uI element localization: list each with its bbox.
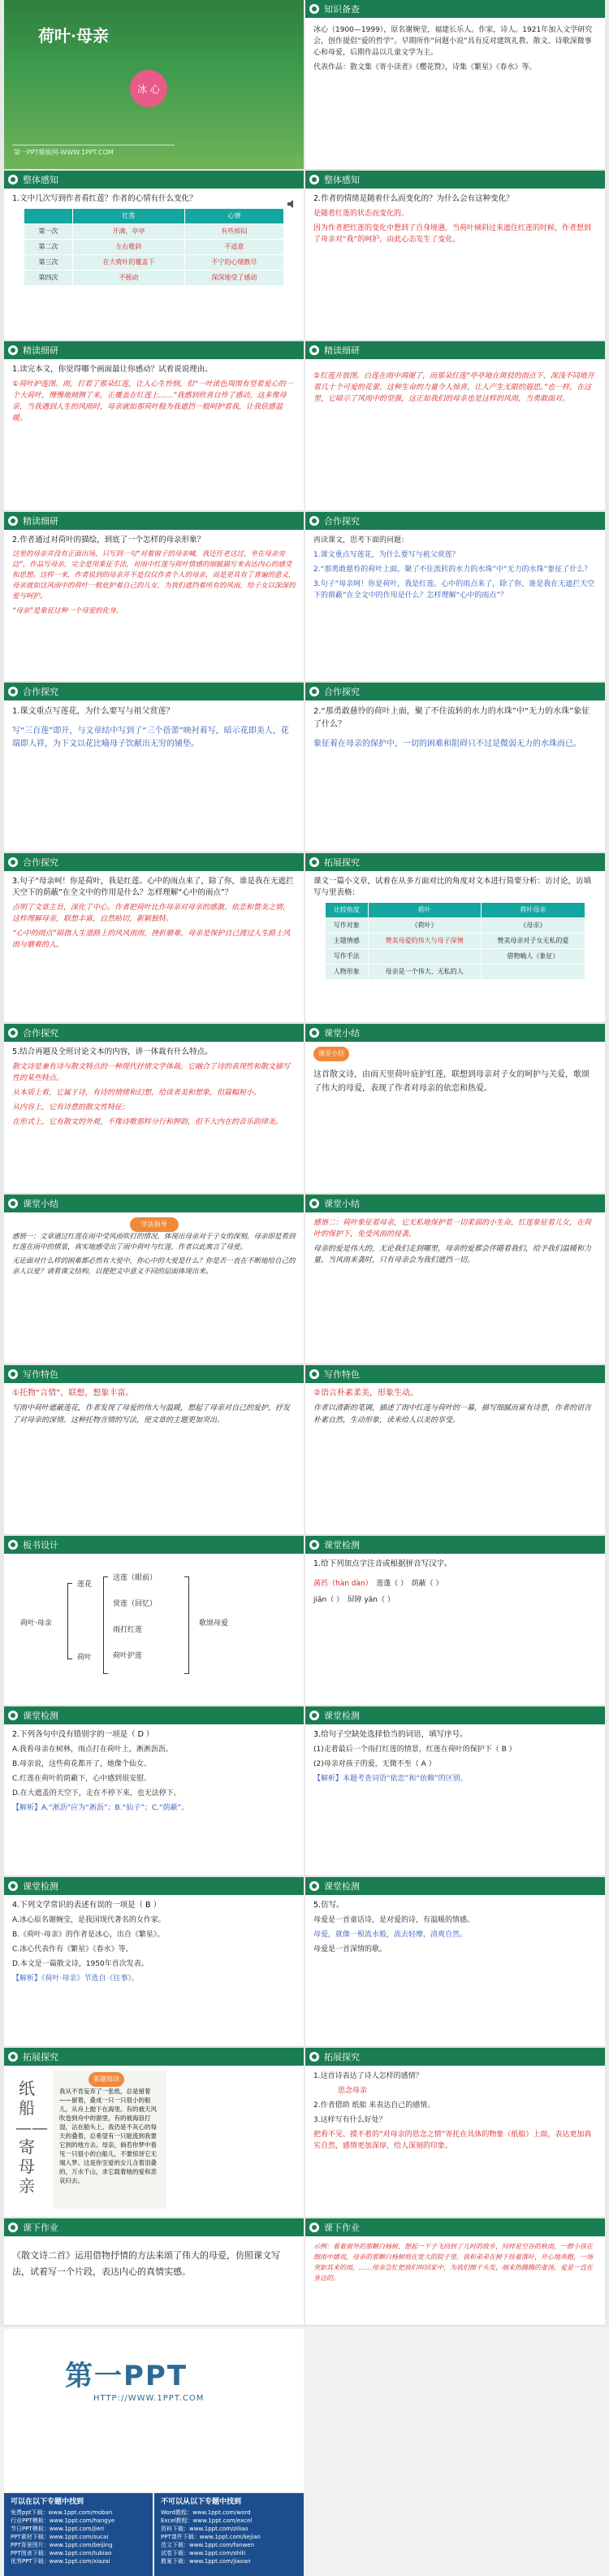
insight-1: 感悟二：荷叶象征着母亲，它无私地保护着一切柔弱的小生命，红莲象征着儿女，在荷叶的保护下，免受风雨的侵袭。 — [313, 1219, 592, 1238]
question: 课文一篇小文章，试着在从多方面对比的角度对文本进行简要分析：访讨论，访填写与里表格： — [313, 877, 592, 897]
question-2: 2.“那勇敢慈怜的荷叶上面，聚了不住流转的水力的水珠”中“无力的水珠”象征了什么？ — [313, 566, 592, 574]
question-1: 1.这首诗表达了诗人怎样的感情？ — [313, 2072, 423, 2080]
answer: ①荷叶护莲图。雨，打着了那朵红莲，让人心生怜悯，但“一叶浓色周围有坚着爱心的一个大荷叶，慢慢地倾侧了来，正覆盖在红莲上……”我感到欣喜自怜了感动，这多像母亲，当我遇到人生的风雨时，母亲就如那荷叶般为我遮挡一般呵护着我，让我倍感温暖。 — [12, 380, 293, 423]
comparison-table — [325, 902, 585, 980]
header-label: 拓展探究 — [324, 857, 360, 868]
leaf-icon — [309, 1027, 320, 1039]
slide-summary-2 — [4, 1195, 304, 1364]
slide-knowledge — [305, 0, 605, 170]
answer-1: 思念母亲 — [338, 2087, 368, 2095]
option: B.《荷叶·母亲》的作者是冰心，出自《繁星》。 — [12, 1931, 165, 1939]
question: 2.作者的情绪是随着什么而变化的？为什么会有这种变化？ — [313, 194, 514, 203]
answer: 母爱，就像一根流水般，流去轻摩，清爽自然。 — [313, 1931, 468, 1939]
table-row — [24, 271, 283, 286]
table-header: 红莲 — [73, 209, 185, 224]
question-1: 1.课文重点写莲花，为什么要写与祖父赏莲？ — [313, 551, 460, 559]
site-url[interactable]: HTTP://WWW.1PPT.COM — [93, 2394, 205, 2403]
feature-text: 作者以清新的笔调，描述了雨中红莲与荷叶的一幕，描写细腻而富有诗意，作者的语言朴素自然，生动形象，读来给人以美的享受。 — [313, 1404, 592, 1425]
site-logo: 第一PPT — [65, 2360, 188, 2392]
link[interactable]: 优秀PPT下载：www.1ppt.com/xiazai — [11, 2558, 110, 2565]
word-1: 菡萏（hàn dàn） — [313, 1580, 369, 1588]
answer: 这里的母亲并没有正面出场，只写到一句“对着窗子的母亲喊，我还任老这过，坐在母亲旁边”，作品写母亲，完全是用象征手法，对雨中红莲与荷叶情感的细腻描写来表达内心的感受和思想。这样一来，作者说到的母亲并不是仅仅作者个人的母亲，而是更具有了普遍的意义，母亲就如这风雨中的荷叶一般庇护着自己的儿女，为我们遮挡着所有的风雨，给子女以深深的爱与呵护。 — [12, 550, 296, 601]
table-cell: 借物喻人（象征） — [481, 949, 585, 965]
answer-2: “心中的雨点”暗指人生道路上的风风雨雨，挫折磨难，母亲是保护自己渡过人生路上风雨与磨难的人。 — [12, 930, 291, 949]
link[interactable]: Excel教程：www.1ppt.com/excel — [161, 2517, 253, 2524]
mood-table — [24, 208, 284, 286]
option: A.我看母亲在树林，雨点打在荷叶上，淅淅沥沥。 — [12, 1746, 173, 1754]
slide-homework-2 — [305, 2218, 605, 2326]
header-label: 拓展探究 — [23, 2052, 58, 2062]
answer-3: 把看不见、摸不着的“对母亲的思念之情”寄托在具体的物象（纸船）上面，表达更加真实自然，感情更加深厚，给人深刻的印象。 — [313, 2131, 592, 2150]
panel-title: 不可以从以下专题中找到 — [161, 2498, 242, 2506]
leaf-icon — [309, 3, 320, 15]
header-label: 课堂检测 — [324, 1711, 360, 1721]
works-label: 代表作品： — [313, 63, 351, 72]
brace — [103, 1576, 108, 1674]
answer: 写“三百莲”即开，与文章结中写到了“三个蓓蕾”映衬着写，暗示花即美人，花瑞即人祥，为下文以花比喻母子饮献出无穷的铺垫。 — [12, 726, 289, 748]
slide-header — [4, 1706, 304, 1724]
table-cell: 第三次 — [24, 255, 72, 271]
insight-2: 母亲的爱是伟大的，无论我们走到哪里，母亲的爱都会伴随着我们，给予我们温暖和力量。当风雨来袭时，只有母亲会为我们遮挡一切。 — [313, 1245, 592, 1264]
slide-close-read-1 — [4, 341, 304, 511]
slide-header — [4, 1195, 304, 1212]
point-1: 散文诗是兼有诗与散文特点的一种现代抒情文学体裁。它融合了诗的表现性和散文描写性的某些特点。 — [12, 1063, 291, 1082]
slide-header — [4, 512, 304, 530]
leaf-icon — [309, 1198, 320, 1209]
table-cell: 开满、亭亭 — [73, 224, 185, 240]
question-3: 3.句子“母亲呵！你是荷叶，我是红莲。心中的雨点来了，除了你，谁是我在无遮拦天空下的荫蔽”在全文中的作用是什么？怎样理解“心中的雨点”？ — [313, 580, 595, 600]
table-row — [325, 949, 585, 965]
slide-writing-1 — [4, 1365, 304, 1535]
slide-header — [305, 512, 605, 530]
slide-extension-table — [305, 853, 605, 1023]
header-label: 精读细研 — [324, 345, 360, 356]
option: D.本文是一篇散文诗，1950年首次发表。 — [12, 1960, 149, 1968]
link[interactable]: PPT课件下载：www.1ppt.com/kejian — [161, 2534, 261, 2540]
slide-test-4 — [4, 1877, 304, 2047]
question: 2.作者通过对荷叶的描绘，到底了一个怎样的母亲形象？ — [12, 536, 205, 544]
question: 5.结合再题及全班讨论文本的内容，讲一体裁有什么特点。 — [12, 1047, 213, 1056]
slide-header — [4, 2048, 304, 2066]
question: 3.句子“母亲呵！你是荷叶，我是红莲。心中的雨点来了，除了你，谁是我在无遮拦天空下的荫蔽”在全文中的作用是什么？怎样理解“心中的雨点”？ — [12, 877, 294, 897]
point-3: 从内容上，它有诗意的散文性特征； — [12, 1104, 130, 1112]
header-label: 课堂检测 — [23, 1711, 58, 1721]
leaf-icon — [7, 1710, 19, 1721]
question: 1.课文重点写莲花，为什么要写与祖父赏莲？ — [12, 707, 175, 716]
link-panel-1 — [4, 2493, 153, 2576]
slide-header — [305, 171, 605, 189]
table-cell: 赞美母爱的伟大与母子深情 — [368, 934, 481, 949]
leaf-icon — [309, 515, 320, 527]
header-label: 整体感知 — [23, 175, 58, 185]
leaf-icon — [309, 856, 320, 868]
header-label: 课堂小结 — [324, 1199, 360, 1209]
leaf-icon — [309, 1368, 320, 1380]
header-label: 精读细研 — [23, 345, 58, 356]
slide-header — [305, 1024, 605, 1042]
question: 1.给下列加点字注音或根据拼音写汉字。 — [313, 1559, 452, 1568]
board-item: 雨打红莲 — [113, 1626, 143, 1634]
insight-1: 感悟一：文章通过红莲在雨中受风雨吹打的情况，体现出母亲对于子女的深刻，母亲即是看到红莲在雨中的情景，真实地感受出了雨中荷叶与红莲，作者以此寓言了母爱。 — [12, 1233, 296, 1251]
header-label: 课下作业 — [23, 2223, 58, 2233]
question: 2.“那勇敢慈怜的荷叶上面，聚了不住流转的水力的水珠”中“无力的水珠”象征了什么？ — [313, 707, 590, 729]
header-label: 课堂检测 — [324, 1540, 360, 1550]
slide-header — [305, 1365, 605, 1383]
option: D.在大遮盖的天空下，走在不停下来，也无法停下。 — [12, 1789, 181, 1798]
question: 5.仿写。 — [313, 1901, 344, 1910]
slide-close-read-2 — [305, 341, 605, 511]
header-label: 课堂检测 — [324, 1881, 360, 1892]
slide-header — [4, 2218, 304, 2236]
table-cell: 写作手法 — [325, 949, 368, 965]
table-cell: 第四次 — [24, 271, 72, 286]
analysis: 【解析】《荷叶·母亲》节选自《往事》。 — [12, 1975, 139, 1983]
insight-2: 无论面对什么样的困难都必然有大爱中，你心中的大爱是什么？你是否一直在不断地给自己的亲人以爱？请看课文结构，以便把文中意义不同的层面体现出来。 — [12, 1257, 296, 1276]
header-label: 合作探究 — [23, 1028, 58, 1039]
feature-title: ①托物“言情”，联想，想象丰富。 — [12, 1389, 134, 1398]
table-cell — [481, 965, 585, 980]
intro-text: 再读课文，思考下面的问题： — [313, 536, 409, 544]
option: C.红莲在荷叶的荫蔽下，心中感到很安慰。 — [12, 1775, 152, 1783]
header-label: 合作探究 — [324, 687, 360, 697]
slide-header — [305, 1195, 605, 1212]
brace — [67, 1583, 72, 1659]
table-header — [24, 209, 72, 224]
site-url: 第一PPT模板网-WWW.1PPT.COM — [14, 149, 114, 156]
header-label: 合作探究 — [23, 687, 58, 697]
slide-writing-2 — [305, 1365, 605, 1535]
point-2: 从本质上看，它属于诗，有诗的情绪和幻想，给读者美和想象，但篇幅短小。 — [12, 1089, 261, 1097]
feature-title: ②语言朴素柔美，形象生动。 — [313, 1389, 418, 1398]
panel-title: 可以在以下专题中找到 — [11, 2498, 84, 2506]
summary-badge: 课堂小结 — [313, 1047, 349, 1061]
link[interactable]: Word教程：www.1ppt.com/word — [161, 2509, 251, 2516]
poem-text: 我从不肯妄弃了一张纸，总是留着——留着，叠成一只一只很小的船儿，从舟上抛下在海里。有的被天风吹卷到舟中的窗里，有的被海浪打湿，沾在船头上。我仍是不灰心的每天的叠着，总希望有一只能流到我要它到的地方去。母亲，倘若你梦中看见一只很小的白船儿，不要惊讶它无端入梦。这是你至爱的女儿含着泪叠的，万水千山，求它载着她的爱和悲哀归去。 — [59, 2088, 157, 2184]
link[interactable]: 节日PPT模板：www.1ppt.com/jieri — [11, 2526, 105, 2532]
slide-header — [4, 341, 304, 359]
option: A.冰心原名谢婉莹，是我国现代著名的女作家。 — [12, 1916, 166, 1924]
leaf-icon — [309, 1710, 320, 1721]
header-label: 拓展探究 — [324, 2052, 360, 2062]
header-label: 整体感知 — [324, 175, 360, 185]
slide-header — [305, 1877, 605, 1895]
summary-text: 这首散文诗，由雨天里荷叶庇护红莲，联想到母亲对子女的呵护与关爱，歌颂了伟大的母爱，表现了作者对母亲的依恋和热爱。 — [313, 1070, 590, 1093]
leaf-icon — [7, 2222, 19, 2233]
board-branch-2: 荷叶 — [77, 1654, 93, 1662]
slide-title — [4, 0, 304, 170]
speaker-icon[interactable] — [286, 198, 297, 210]
table-cell: 母亲是一个伟大、无私的人 — [368, 965, 481, 980]
table-cell: 《荷叶》 — [368, 918, 481, 934]
table-cell: 不适意 — [184, 240, 283, 255]
author-badge: 冰 心 — [130, 70, 167, 107]
slide-coop-1 — [4, 683, 304, 852]
poem-title: 纸船——寄母亲 — [15, 2079, 48, 2196]
word-3: 荫蔽（ ） — [411, 1580, 443, 1588]
table-cell: 人物形象 — [325, 965, 368, 980]
header-label: 合作探究 — [324, 516, 360, 527]
answer-1: 点明了文章主旨，深化了中心。作者把荷叶比作母亲对母亲的感激、依恋和赞美之情，这样理解母亲，联想丰富，自然贴切，新颖独特。 — [12, 904, 291, 923]
leaf-icon — [7, 1027, 19, 1039]
leaf-icon — [7, 1198, 19, 1209]
header-label: 知识备查 — [324, 4, 360, 15]
leaf-icon — [309, 1880, 320, 1892]
word-5: 屏障 yǎn（ ） — [347, 1596, 395, 1604]
link[interactable]: 教案下载：www.1ppt.com/jiaoan — [161, 2558, 251, 2565]
slide-summary-3 — [305, 1195, 605, 1364]
table-cell: 深深地受了感动 — [184, 271, 283, 286]
word-2: 莲蓬（ ） — [376, 1580, 404, 1588]
option: B.母亲说，这些荷花都开了，她像个仙女。 — [12, 1760, 152, 1768]
header-label: 合作探究 — [23, 857, 58, 868]
poem-card — [53, 2071, 166, 2209]
analysis: 【解析】A.“淅沥”应为“淅沥”；B.“仙子”；C.“荫蔽”。 — [12, 1804, 189, 1812]
question-2: 2.作者借助 纸船 来表达自己的感情。 — [313, 2101, 435, 2110]
board-theme: 歌颂母爱 — [199, 1620, 229, 1628]
board-branch-1: 莲花 — [77, 1581, 93, 1589]
leaf-icon — [7, 2051, 19, 2062]
example-2: 母爱是一首深情的歌。 — [313, 1945, 387, 1954]
table-row — [325, 934, 585, 949]
table-row — [24, 224, 283, 240]
link-panel-2 — [154, 2493, 304, 2576]
leaf-icon — [7, 1539, 19, 1550]
example-text: 示例：看着窗外的那颗白杨树，想起一下子飞回到了儿时的故乡，同样是空谷的秋雨，一群小孩在细雨中嬉戏，母亲的那颗白杨树则在宽大的院子里，我和弟弟在树下捡着落叶，开心地奔跑，一场突如其来的雨，……母亲急忙把我们叫回家中，为我们擦干头发，端来热腾腾的姜汤，爱是一直在身边的。 — [313, 2243, 593, 2282]
table-cell: 左右敬斜 — [73, 240, 185, 255]
slide-header — [4, 1365, 304, 1383]
slide-extension-questions — [305, 2048, 605, 2218]
slide-coop-intro — [305, 512, 605, 682]
link[interactable]: 范文下载：www.1ppt.com/fanwen — [161, 2542, 255, 2548]
slide-header — [305, 1536, 605, 1554]
slide-test-1 — [305, 1536, 605, 1706]
question-3: 3.这样写有什么好处？ — [313, 2116, 387, 2124]
method-badge: 学法指导 — [130, 1217, 179, 1232]
slide-header — [305, 2048, 605, 2066]
table-cell: 第一次 — [24, 224, 72, 240]
slide-header — [4, 1877, 304, 1895]
board-item: 荷叶护莲 — [113, 1652, 143, 1660]
table-cell: 不摇动 — [73, 271, 185, 286]
question: 3.给句子空缺处选择恰当的词语，填写序号。 — [313, 1730, 468, 1739]
slide-perception-1 — [4, 171, 304, 340]
header-label: 课堂小结 — [324, 1028, 360, 1039]
answer: 象征着在母亲的保护中，一切的困难和阻碍只不过是微弱无力的水珠而已。 — [313, 739, 581, 748]
slide-coop-3 — [4, 853, 304, 1023]
answer: ②红莲开放图。白莲在雨中凋谢了，而那朵红莲“亭亭地在斑驳的雨点下，深浅不同地开着几十个可爱的花蕾，这种生命的力量令人惊喜，让人产生无限的遐思。”也一样，在这里，它暗示了风雨中的坚强，这正如我们的母亲也是这样的风雨，当勇敢面对。 — [313, 372, 594, 403]
table-header: 比较角度 — [325, 903, 368, 918]
link[interactable]: 资料下载：www.1ppt.com/ziliao — [161, 2526, 248, 2532]
leaf-icon — [7, 1880, 19, 1892]
leaf-icon — [309, 2222, 320, 2233]
reading-badge: 新题阅读 — [89, 2072, 124, 2087]
slide-homework-1 — [4, 2218, 304, 2326]
slide-header — [4, 683, 304, 700]
table-row — [325, 965, 585, 980]
table-cell: 《母亲》 — [481, 918, 585, 934]
example: 母爱是一首童话诗，是对爱的诗，有温暖的情感。 — [313, 1916, 475, 1924]
header-label: 写作特色 — [324, 1369, 360, 1380]
header-label: 课堂检测 — [23, 1881, 58, 1892]
title-text: 荷叶·母亲 — [38, 26, 109, 46]
table-header: 荷叶母亲 — [481, 903, 585, 918]
table-cell: 第二次 — [24, 240, 72, 255]
answer-1: 是随着红莲的状态而变化的。 — [313, 210, 409, 218]
slide-header — [4, 1024, 304, 1042]
answer-1: (1)走着最后一个雨打红莲的情景，红莲在荷叶的保护下（ B ） — [313, 1746, 516, 1754]
slide-test-2 — [4, 1706, 304, 1876]
slide-header — [4, 171, 304, 189]
table-cell: 赞美母亲对子女无私的爱 — [481, 934, 585, 949]
analysis: 【解析】本题考查词语“依恋”和“依赖”的区别。 — [313, 1775, 468, 1783]
slide-close-read-3 — [4, 512, 304, 682]
link[interactable]: PPT素材下载：www.1ppt.com/sucai — [11, 2534, 109, 2540]
leaf-icon — [7, 515, 19, 527]
table-cell: 主题情感 — [325, 934, 368, 949]
answer-summary: “母亲”是象征这种一个母爱的化身。 — [12, 607, 123, 615]
works-list: 散文集《寄小读者》《樱花赞》，诗集《繁星》《春水》等。 — [350, 63, 537, 72]
logo-area — [4, 2329, 304, 2491]
leaf-icon — [309, 686, 320, 697]
point-4: 在形式上，它有散文的外观，不像诗歌那样分行和押韵，但不大内在的音乐韵律美。 — [12, 1118, 283, 1126]
answer-2: (2)母亲对孩子的爱，无微不至（ A ） — [313, 1760, 436, 1768]
question: 1.读完本文，你觉得哪个画面最让你感动？试着说说理由。 — [12, 365, 213, 374]
table-row — [24, 240, 283, 255]
leaf-icon — [7, 174, 19, 185]
slide-coop-4 — [4, 1024, 304, 1194]
slide-header — [4, 1536, 304, 1554]
leaf-icon — [7, 686, 19, 697]
slide-header — [305, 2218, 605, 2236]
header-label: 精读细研 — [23, 516, 58, 527]
table-cell — [368, 949, 481, 965]
header-label: 板书设计 — [23, 1540, 58, 1550]
leaf-icon — [309, 1539, 320, 1550]
question: 4.下列文学常识的表述有误的一项是（ B ） — [12, 1901, 162, 1910]
slide-header — [305, 1706, 605, 1724]
answer-2: 因为作者把红莲的变化中想到了自身境遇，当荷叶倾斜过来遮住红莲的时候，作者想到了母亲对“我”的呵护，由此心态发生了变化。 — [313, 224, 592, 244]
slide-test-3 — [305, 1706, 605, 1876]
slide-perception-2 — [305, 171, 605, 340]
question: 2.下列各句中没有错别字的一项是（ D ） — [12, 1730, 154, 1739]
table-row — [24, 255, 283, 271]
leaf-icon — [7, 1368, 19, 1380]
table-cell: 有些烦闷 — [184, 224, 283, 240]
brace — [184, 1576, 189, 1674]
link[interactable]: 行业PPT模板：www.1ppt.com/hangye — [11, 2517, 115, 2524]
slide-test-5 — [305, 1877, 605, 2047]
board-root: 荷叶·母亲 — [20, 1620, 52, 1628]
table-header: 荷叶 — [368, 903, 481, 918]
slide-coop-2 — [305, 683, 605, 852]
link[interactable]: 试卷下载：www.1ppt.com/shiti — [161, 2550, 246, 2556]
header-label: 写作特色 — [23, 1369, 58, 1380]
leaf-icon — [309, 174, 320, 185]
table-cell: 不宁的心绪散尽 — [184, 255, 283, 271]
leaf-icon — [7, 856, 19, 868]
slide-header — [305, 341, 605, 359]
leaf-icon — [309, 2051, 320, 2062]
slide-extension-poem — [4, 2048, 304, 2218]
link[interactable]: PPT背景图片：www.1ppt.com/beijing — [11, 2542, 113, 2548]
table-header: 心情 — [184, 209, 283, 224]
leaf-icon — [7, 345, 19, 356]
header-label: 课下作业 — [324, 2223, 360, 2233]
slide-summary-1 — [305, 1024, 605, 1194]
board-item: 赏莲（回忆） — [113, 1600, 158, 1608]
slide-board — [4, 1536, 304, 1706]
link[interactable]: 免费ppt下载：www.1ppt.com/moban — [11, 2509, 113, 2516]
slide-header — [305, 853, 605, 871]
slide-header — [305, 683, 605, 700]
slide-header — [305, 0, 605, 18]
board-item: 送莲（眼前） — [113, 1574, 158, 1582]
table-cell: 在大荷叶的覆盖下 — [73, 255, 185, 271]
homework-text: 《散文诗二首》运用借物抒情的方法来颂了伟大的母爱，仿照课文写法，试着写一个片段，表达内心的真情实感。 — [12, 2250, 280, 2277]
word-4: jiǎn（ ） — [313, 1596, 340, 1604]
author-intro: 冰心（1900—1999），原名谢婉莹，福建长乐人。作家，诗人。1921年加入文学研究会，创作提倡“爱的哲学”。早期所作“问题小说”具有反对建筑礼教、散文、诗歌深微事心和母爱，后期作品以儿童文学为主。 — [313, 26, 593, 57]
table-row — [325, 918, 585, 934]
link[interactable]: PPT图表下载：www.1ppt.com/tubiao — [11, 2550, 112, 2556]
leaf-icon — [309, 345, 320, 356]
table-cell: 写作对象 — [325, 918, 368, 934]
header-label: 课堂小结 — [23, 1199, 58, 1209]
feature-text: 写雨中荷叶遮蔽莲花，作者发现了母爱的伟大与温暖，想起了母亲对自己的爱护，抒发了对母亲的深情。这种托物言情的写法，使文章的主题更加突出。 — [12, 1404, 291, 1425]
question: 1.文中几次写到作者看红莲？作者的心情有什么变化？ — [12, 194, 197, 203]
slide-header — [4, 853, 304, 871]
option: C.冰心代表作有《繁星》《春水》等。 — [12, 1945, 133, 1954]
